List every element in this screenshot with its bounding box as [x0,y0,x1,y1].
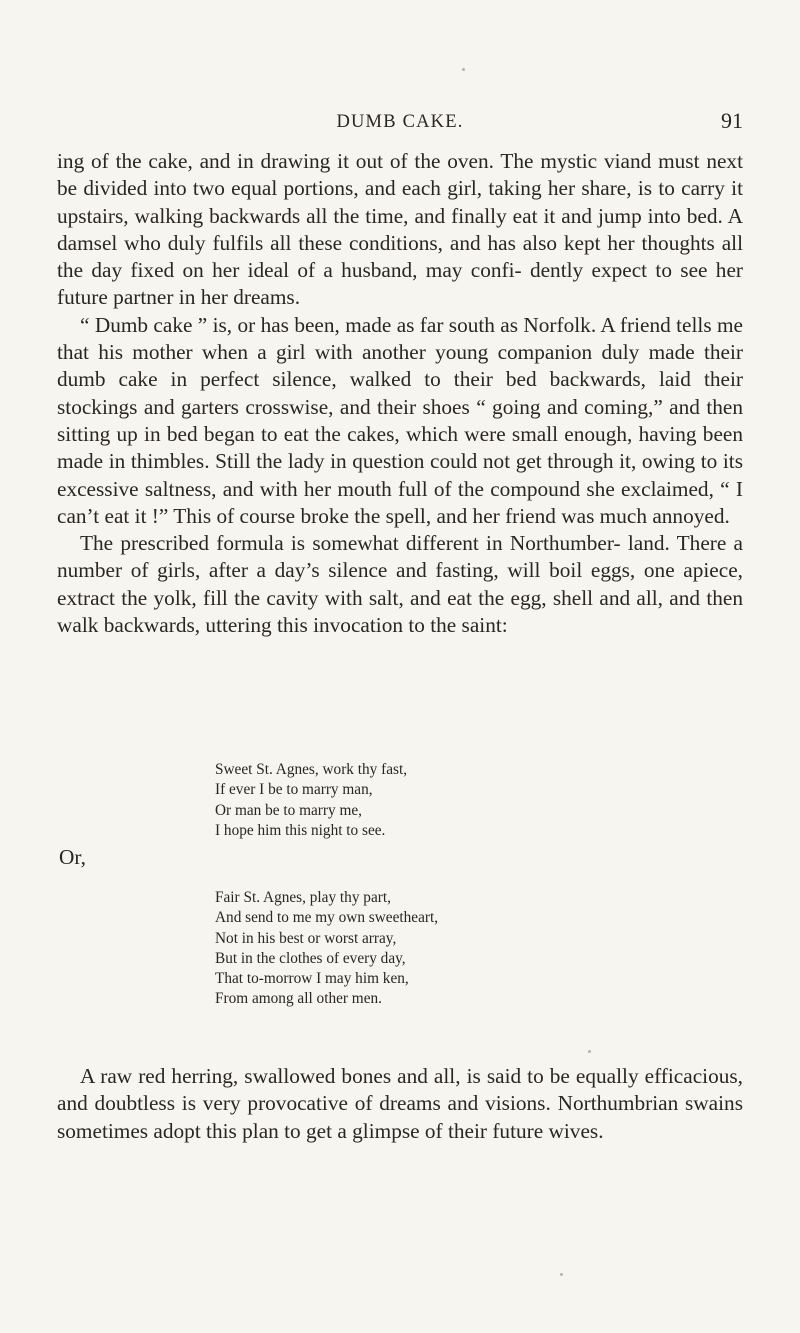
verse-first [215,760,407,841]
page-header [0,108,800,138]
verse-line: Or man be to marry me, [215,801,362,819]
closing-text-block [57,1063,743,1145]
verse-line: If ever I be to marry man, [215,781,373,799]
verse-line: Sweet St. Agnes, work thy fast, [215,761,408,778]
paper-speck [588,1050,591,1053]
verse-line: I hope him this night to see. [215,821,386,839]
page-number: 91 [721,108,743,133]
verse-second [215,888,438,1010]
main-text-block [57,148,743,639]
verse-line: From among all other men. [215,990,382,1008]
paragraph-herring: A raw red herring, swallowed bones and all, is said to be equally efficacious, and doubtless is very provocative of dreams and visions. Northumbrian swains sometimes adopt this plan to get a glimpse of their future wives. [57,1064,743,1143]
paragraph-norfolk: “ Dumb cake ” is, or has been, made as far south as Norfolk. A friend tells me that his mother when a girl with another young companion duly made their dumb cake in perfect silence, walked to their bed backwards, laid their stockings and garters crosswise, and their shoes “ going and coming,” and then sitting up in bed began to eat the cakes, which were small enough, having been made in thimbles. Still the lady in question could not get through it, owing to its excessive saltness, and with her mouth full of the compound she exclaimed, “ I can’t eat it !” This of course broke the spell, and her friend was much annoyed. [57,312,743,528]
verse-line: Fair St. Agnes, play thy part, [215,889,391,906]
paper-speck [560,1273,563,1276]
paragraph-northumberland: The prescribed formula is somewhat different in Northumber- land. There a number of girls, after a day’s silence and fasting, will boil eggs, one apiece, extract the yolk, fill the cavity with salt, and eat the egg, shell and all, and then walk backwards, uttering this invocation to the saint: [57,531,743,638]
verse-line: But in the clothes of every day, [215,949,406,967]
running-title: DUMB CAKE. [336,112,464,132]
verse-line: And send to me my own sweetheart, [215,909,439,927]
paper-speck [462,68,465,71]
verse-line: Not in his best or worst array, [215,929,397,947]
verse-line: That to-morrow I may him ken, [215,970,409,988]
paragraph-continued: ing of the cake, and in drawing it out of the oven. The mystic viand must next be divided into two equal portions, and each girl, taking her share, is to carry it upstairs, walking backwards all the time, and finally eat it and jump into bed. A damsel who duly fulfils all these conditions, and has also kept her thoughts all the day fixed on her ideal of a husband, may confi- dently expect to see her future partner in her dreams. [57,149,743,310]
verse-connector: Or, [59,845,86,869]
